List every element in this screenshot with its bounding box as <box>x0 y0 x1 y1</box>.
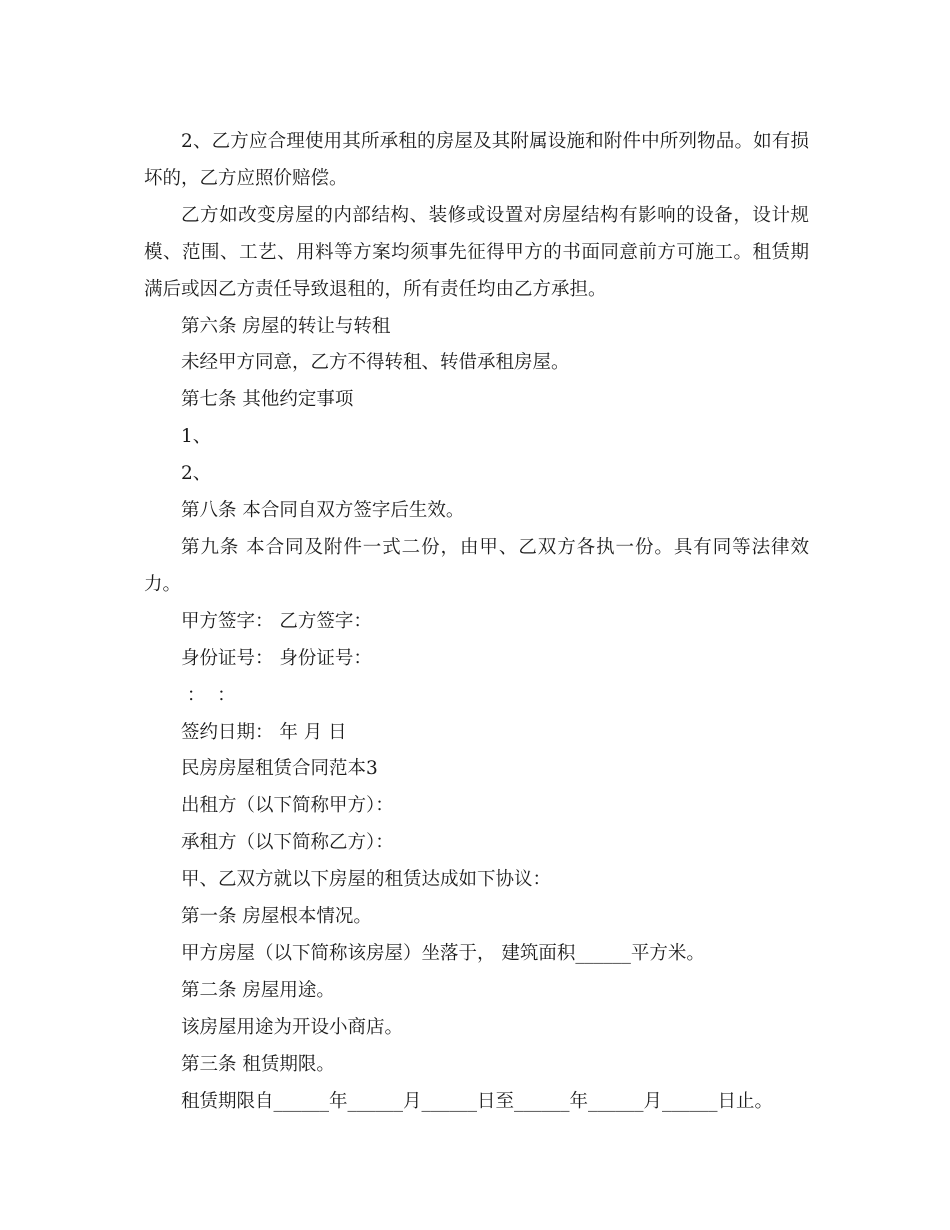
property-location-line: 甲方房屋（以下简称该房屋）坐落于， 建筑面积______平方米。 <box>181 942 705 964</box>
property-use-line: 该房屋用途为开设小商店。 <box>181 1016 404 1038</box>
signing-date-line: 签约日期： 年 月 日 <box>181 721 347 743</box>
article-8: 第八条 本合同自双方签字后生效。 <box>181 500 465 522</box>
lessor-line: 出租方（以下简称甲方）： <box>181 795 394 817</box>
id-number-line: 身份证号： 身份证号： <box>181 647 372 669</box>
paragraph-item-2-repair: 2、乙方应合理使用其所承租的房屋及其附属设施和附件中所列物品。如有损坏的，乙方应照价赔偿。 <box>144 131 809 189</box>
article-7-heading: 第七条 其他约定事项 <box>181 389 354 411</box>
article-2-heading: 第二条 房屋用途。 <box>181 979 335 1001</box>
signature-line: 甲方签字： 乙方签字： <box>181 610 372 632</box>
other-item-2: 2、 <box>181 463 212 485</box>
article-3-heading: 第三条 租赁期限。 <box>181 1053 335 1075</box>
paragraph-no-sublease: 未经甲方同意，乙方不得转租、转借承租房屋。 <box>181 352 570 374</box>
document-body <box>144 124 809 1120</box>
article-9: 第九条 本合同及附件一式二份，由甲、乙双方各执一份。具有同等法律效力。 <box>144 536 809 595</box>
contract-title: 民房房屋租赁合同范本3 <box>181 758 378 780</box>
paragraph-renovation: 乙方如改变房屋的内部结构、装修或设置对房屋结构有影响的设备，设计规模、范围、工艺、用料等方案均须事先征得甲方的书面同意前方可施工。租赁期满后或因乙方责任导致退租的，所有责任均由乙方承担。 <box>144 204 809 300</box>
lease-term-line: 租赁期限自______年______月______日至______年______月______日止。 <box>181 1090 774 1112</box>
agreement-intro: 甲、乙双方就以下房屋的租赁达成如下协议： <box>181 869 552 891</box>
article-6-heading: 第六条 房屋的转让与转租 <box>181 315 391 337</box>
other-item-1: 1、 <box>181 426 212 448</box>
blank-colon-line: ： ： <box>181 684 236 706</box>
lessee-line: 承租方（以下简称乙方）： <box>181 832 394 854</box>
article-1-heading: 第一条 房屋根本情况。 <box>181 906 372 928</box>
